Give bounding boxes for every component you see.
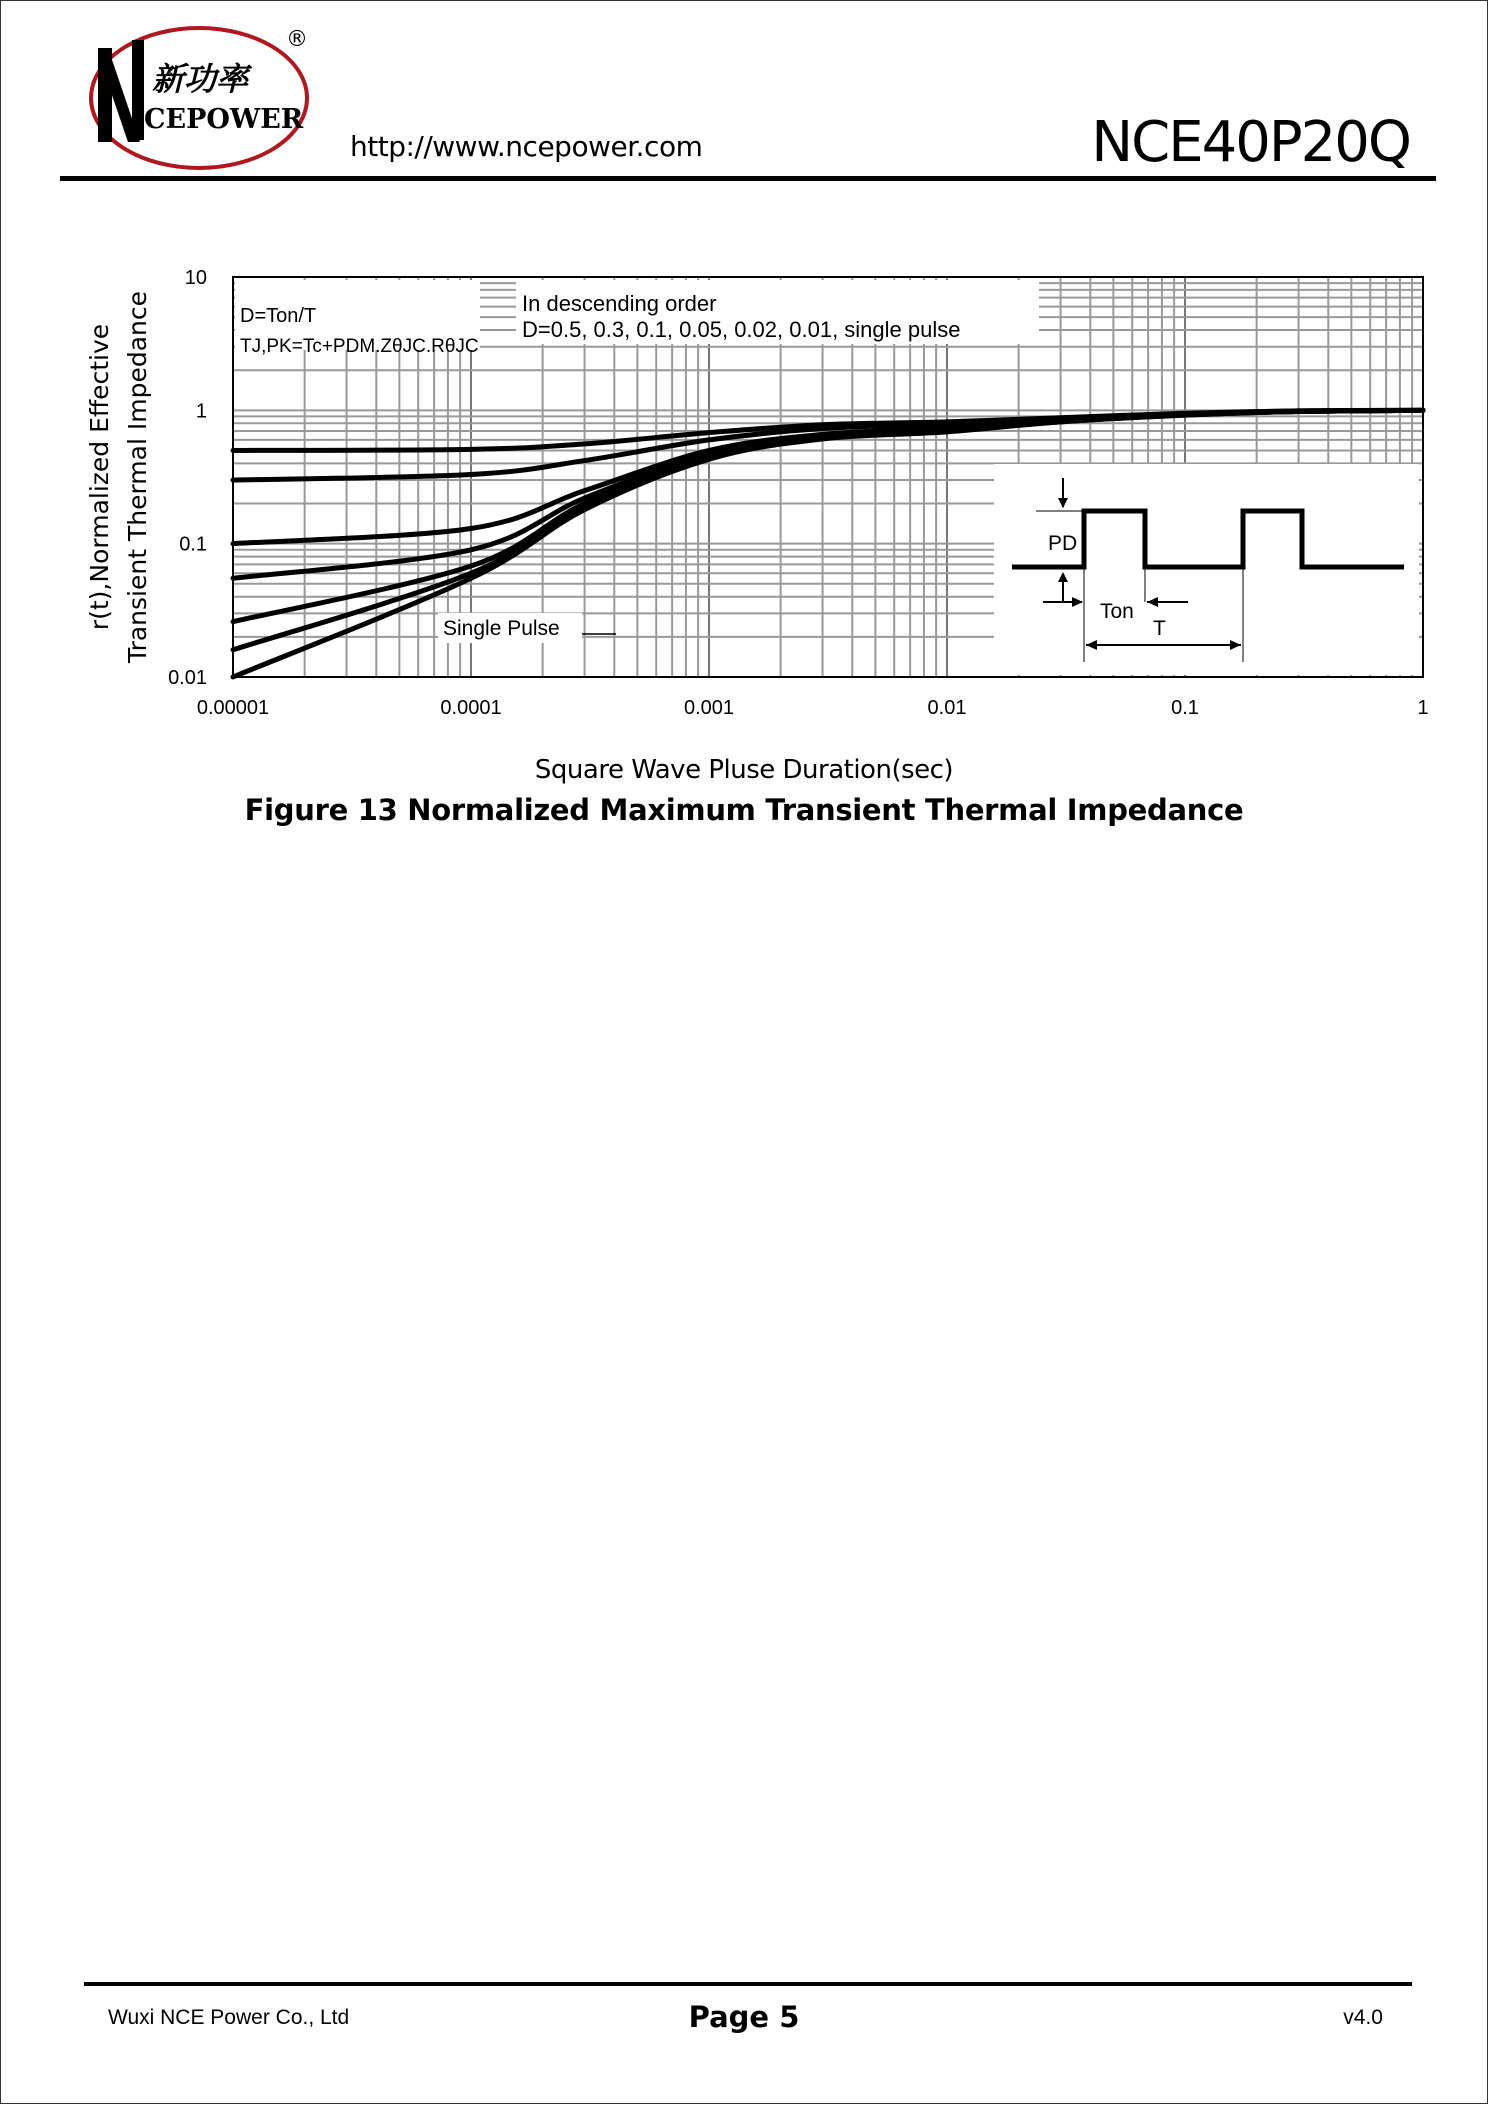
footer-rule xyxy=(84,1982,1412,1986)
formula-annotation-2: TJ,PK=Tc+PDM.ZθJC.RθJC xyxy=(240,336,479,357)
x-tick-label: 0.001 xyxy=(683,697,735,719)
website-url: http://www.ncepower.com xyxy=(350,130,703,163)
registered-mark: ® xyxy=(286,27,308,52)
logo-n-right xyxy=(132,40,144,140)
x-tick-label: 0.1 xyxy=(1171,697,1199,719)
x-tick-label: 0.01 xyxy=(927,697,967,719)
y-tick-label: 1 xyxy=(195,400,207,423)
y-axis-label-line2: Transient Thermal Impedance xyxy=(123,290,152,664)
x-tick-labels xyxy=(197,697,1429,719)
formula-annotation-1: D=Ton/T xyxy=(240,305,317,327)
inset-label-ton: Ton xyxy=(1100,600,1134,623)
y-tick-label: 10 xyxy=(184,267,207,289)
header-rule xyxy=(60,176,1436,181)
footer-company: Wuxi NCE Power Co., Ltd xyxy=(108,2006,350,2029)
part-number: NCE40P20Q xyxy=(1091,110,1410,175)
footer-version: v4.0 xyxy=(1343,2006,1383,2029)
inset-label-t: T xyxy=(1153,617,1166,640)
x-tick-label: 1 xyxy=(1417,697,1429,719)
figure-caption: Figure 13 Normalized Maximum Transient Thermal Impedance xyxy=(244,793,1244,827)
logo-en-text: CEPOWER xyxy=(144,104,304,135)
order-annotation-2: D=0.5, 0.3, 0.1, 0.05, 0.02, 0.01, single pulse xyxy=(522,317,961,342)
thermal-impedance-chart xyxy=(0,230,1488,750)
footer-page-number: Page 5 xyxy=(688,2000,800,2034)
single-pulse-label: Single Pulse xyxy=(443,617,560,640)
order-annotation-1: In descending order xyxy=(522,291,717,316)
y-tick-label: 0.01 xyxy=(168,667,207,689)
ncepower-logo xyxy=(84,20,314,175)
inset-label-pd: PD xyxy=(1048,532,1078,555)
x-tick-label: 0.00001 xyxy=(196,697,270,719)
y-axis-label-line1: r(t),Normalized Effective xyxy=(85,323,114,631)
x-tick-label: 0.0001 xyxy=(440,697,502,719)
y-tick-labels xyxy=(168,267,207,689)
logo-cn-text: 新功率 xyxy=(152,60,249,98)
y-tick-label: 0.1 xyxy=(179,533,207,556)
x-axis-label: Square Wave Pluse Duration(sec) xyxy=(534,755,954,785)
